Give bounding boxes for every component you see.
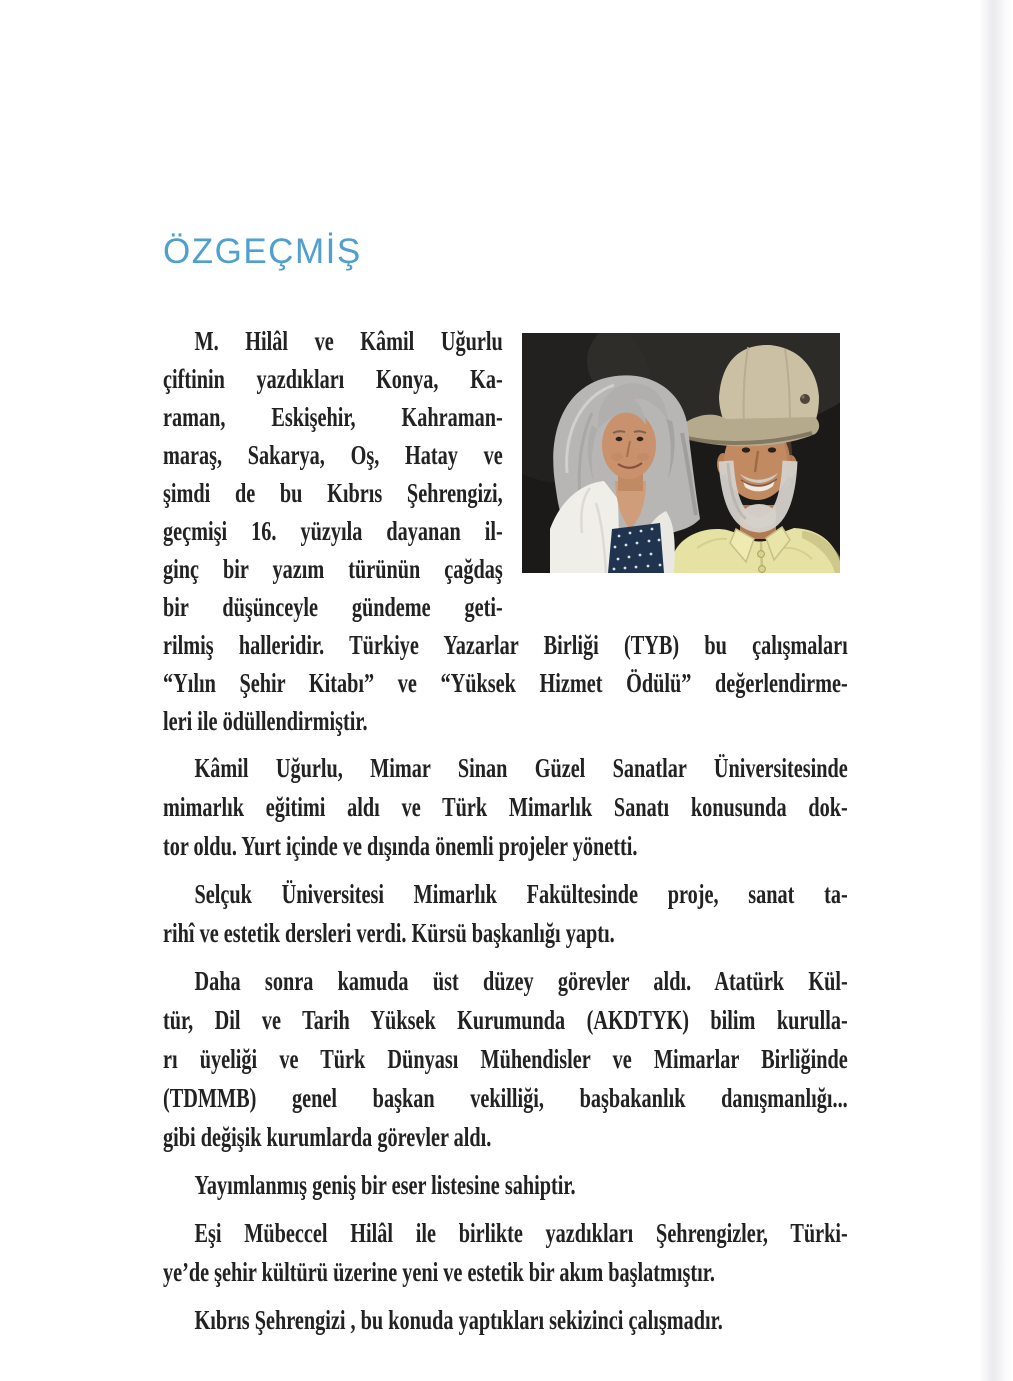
text-line: ye’de şehir kültürü üzerine yeni ve estetik bir akım başlatmıştır. <box>163 1257 715 1287</box>
biography-text <box>163 322 848 1340</box>
text-line: rihî ve estetik dersleri verdi. Kürsü başkanlığı yaptı. <box>163 918 615 948</box>
photo-float-spacer <box>503 322 848 612</box>
text-line: Selçuk Üniversitesi Mimarlık Fakültesinde proje, sanat ta- <box>194 879 848 909</box>
text-line: Kâmil Uğurlu, Mimar Sinan Güzel Sanatlar Üniversitesinde <box>194 753 848 783</box>
text-line: Kıbrıs Şehrengizi , bu konuda yaptıkları sekizinci çalışmadır. <box>194 1305 723 1335</box>
text-line: mimarlık eğitimi aldı ve Türk Mimarlık Sanatı konusunda dok- <box>163 792 848 822</box>
text-line: Eşi Mübeccel Hilâl ile birlikte yazdıkları Şehrengizler, Türki- <box>194 1218 848 1248</box>
text-line: rı üyeliği ve Türk Dünyası Mühendisler ve Mimarlar Birliğinde <box>163 1044 848 1074</box>
text-line: M. Hilâl ve Kâmil Uğurlu <box>194 326 503 356</box>
text-line: Daha sonra kamuda üst düzey görevler aldı. Atatürk Kül- <box>194 966 848 996</box>
text-line: ginç bir yazım türünün çağdaş <box>163 554 503 584</box>
paragraph <box>163 962 848 1157</box>
paragraph <box>163 749 848 866</box>
text-line: geçmişi 16. yüzyıla dayanan il- <box>163 516 503 546</box>
text-line: “Yılın Şehir Kitabı” ve “Yüksek Hizmet Ödülü” değerlendirme- <box>163 668 848 698</box>
text-line: bir düşünceyle gündeme geti- <box>163 592 503 622</box>
text-line: çiftinin yazdıkları Konya, Ka- <box>163 364 503 394</box>
text-line: tür, Dil ve Tarih Yüksek Kurumunda (AKDTYK) bilim kurulla- <box>163 1005 848 1035</box>
page-edge-shadow <box>979 0 1013 1381</box>
text-line: tor oldu. Yurt içinde ve dışında önemli projeler yönetti. <box>163 831 638 861</box>
paragraph <box>163 1301 848 1340</box>
text-line: rilmiş halleridir. Türkiye Yazarlar Birliği (TYB) bu çalışmaları <box>163 630 848 660</box>
paragraph <box>163 1214 848 1292</box>
text-line: raman, Eskişehir, Kahraman- <box>163 402 503 432</box>
text-line: maraş, Sakarya, Oş, Hatay ve <box>163 440 503 470</box>
text-line: Yayımlanmış geniş bir eser listesine sahiptir. <box>194 1170 576 1200</box>
text-line: gibi değişik kurumlarda görevler aldı. <box>163 1122 492 1152</box>
paragraph <box>163 322 848 740</box>
paragraph <box>163 875 848 953</box>
text-line: leri ile ödüllendirmiştir. <box>163 706 368 736</box>
biography-heading: ÖZGEÇMİŞ <box>163 232 362 271</box>
paragraph <box>163 1166 848 1205</box>
text-line: (TDMMB) genel başkan vekilliği, başbakanlık danışmanlığı... <box>163 1083 848 1113</box>
text-line: şimdi de bu Kıbrıs Şehrengizi, <box>163 478 503 508</box>
